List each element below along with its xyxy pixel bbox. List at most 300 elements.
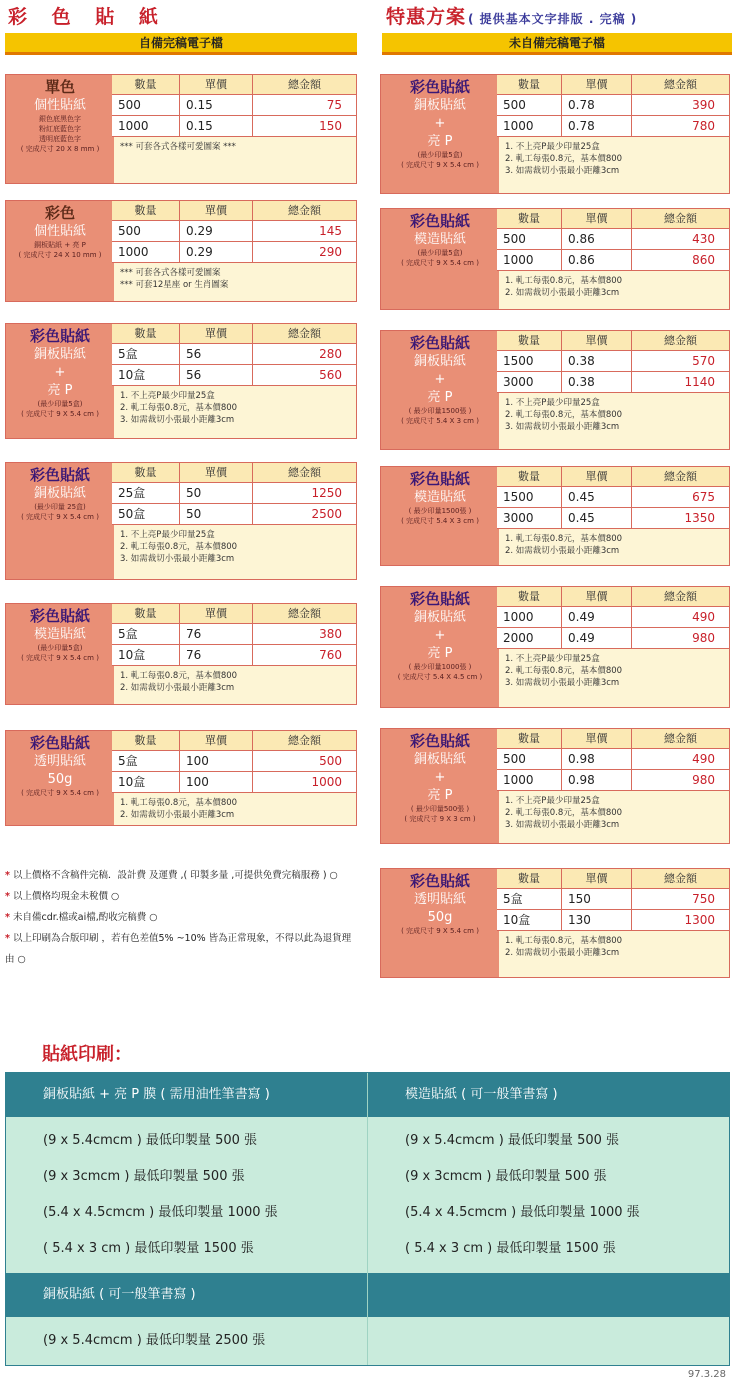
row-total: 560: [319, 368, 342, 382]
date-stamp: 97.3.28: [687, 1369, 726, 1380]
row-total: 380: [319, 627, 342, 641]
col-qty: 數量: [112, 463, 180, 482]
footnote-star: *: [5, 912, 10, 923]
col-price: 單價: [562, 587, 632, 606]
col-qty: 數量: [112, 604, 180, 623]
price-card-left-3: [5, 323, 357, 439]
price-row: [497, 116, 729, 137]
card-label: [6, 75, 114, 183]
row-qty: 1500: [497, 351, 562, 371]
print-item: (9 x 5.4cmcm ) 最低印製量 500 張: [43, 1133, 258, 1148]
row-price: 0.86: [562, 250, 632, 270]
card-note-line: 1. 不上亮P最少印量25盒: [505, 398, 600, 408]
price-row: [112, 221, 356, 242]
row-price: 0.45: [562, 508, 632, 528]
card-label: [6, 463, 114, 579]
row-price: 76: [180, 645, 253, 665]
print-col-bottom-right: [368, 1317, 729, 1365]
col-price: 單價: [180, 201, 253, 220]
print-table-header: [6, 1073, 729, 1117]
row-total: 390: [692, 98, 715, 112]
price-row: [497, 508, 729, 529]
card-small-note: ( 最少印量1500張 ): [408, 507, 472, 515]
price-grid: [112, 201, 356, 263]
row-qty: 1000: [497, 250, 562, 270]
col-price: 單價: [562, 869, 632, 888]
col-price: 單價: [562, 75, 632, 94]
card-extra: 亮 P: [427, 646, 453, 661]
card-note-line: 1. 不上亮P最少印量25盒: [120, 530, 215, 540]
card-note-line: 3. 如需裁切小張最小距離3cm: [505, 678, 620, 688]
print-header-empty: [368, 1273, 729, 1317]
price-grid: [112, 75, 356, 137]
card-note-line: *** 可套12星座 or 生肖圖案: [120, 280, 229, 290]
card-extra: 亮 P: [427, 134, 453, 149]
price-grid-header: [112, 75, 356, 95]
print-table-body-2: [6, 1317, 729, 1365]
card-size: ( 完成尺寸 9 X 5.4 cm ): [401, 259, 479, 267]
card-small-note: (最少印量5盒): [417, 249, 463, 257]
card-size: ( 完成尺寸 5.4 X 3 cm ): [401, 517, 479, 525]
print-header-coated-gloss: 銅板貼紙 + 亮 P 膜 ( 需用油性筆書寫 ): [6, 1073, 368, 1117]
card-size: ( 完成尺寸 9 X 3 cm ): [404, 815, 476, 823]
row-qty: 500: [112, 221, 180, 241]
card-small-note: ( 最少印量500張 ): [410, 805, 470, 813]
row-qty: 1000: [497, 770, 562, 790]
card-size: ( 完成尺寸 5.4 X 4.5 cm ): [397, 673, 483, 681]
col-total: 總金額: [253, 75, 356, 94]
col-total: 總金額: [632, 869, 729, 888]
card-notes: [497, 272, 729, 302]
col-total: 總金額: [632, 75, 729, 94]
card-extra: 50g: [47, 772, 73, 787]
price-grid: [497, 467, 729, 529]
print-col-left: [6, 1117, 368, 1273]
card-label: [381, 869, 499, 977]
price-card-right-6: [380, 728, 730, 844]
card-label: [6, 604, 114, 704]
card-note-line: 2. 如需裁切小張最小距離3cm: [505, 948, 620, 958]
card-subtitle: 模造貼紙: [413, 490, 466, 505]
card-title: 單色: [44, 78, 75, 96]
row-price: 100: [180, 751, 253, 771]
row-total: 1300: [684, 913, 715, 927]
price-grid: [497, 869, 729, 931]
card-title: 彩色貼紙: [409, 732, 470, 750]
print-header-coated: 銅板貼紙 ( 可一般筆書寫 ): [6, 1273, 368, 1317]
card-subtitle: 銅板貼紙: [33, 486, 86, 501]
col-qty: 數量: [497, 331, 562, 350]
row-price: 0.78: [562, 95, 632, 115]
card-subtitle: 銅板貼紙: [413, 752, 466, 767]
card-note-line: 2. 軋工每張0.8元，基本價800: [505, 154, 623, 164]
col-price: 單價: [180, 604, 253, 623]
row-total: 75: [326, 98, 342, 112]
card-note-line: 2. 如需裁切小張最小距離3cm: [120, 683, 235, 693]
card-note-line: *** 可套各式各樣可愛圖案 ***: [120, 142, 236, 152]
card-extra: 亮 P: [427, 390, 453, 405]
price-grid-header: [112, 463, 356, 483]
card-note-line: 3. 如需裁切小張最小距離3cm: [120, 415, 235, 425]
price-grid: [112, 463, 356, 525]
print-col-bottom-left: [6, 1317, 368, 1365]
row-qty: 1000: [497, 607, 562, 627]
price-grid-header: [112, 201, 356, 221]
row-total: 1140: [684, 375, 715, 389]
card-notes: [112, 526, 356, 568]
card-title: 彩色貼紙: [409, 470, 470, 488]
price-grid: [497, 75, 729, 137]
row-total: 1350: [684, 511, 715, 525]
price-row: [497, 910, 729, 931]
row-qty: 2000: [497, 628, 562, 648]
card-note-line: 2. 軋工每張0.8元，基本價800: [505, 808, 623, 818]
card-note-line: 2. 軋工每張0.8元，基本價800: [505, 666, 623, 676]
price-grid: [497, 729, 729, 791]
print-item: (9 x 3cmcm ) 最低印製量 500 張: [43, 1169, 245, 1184]
print-spec-table: [5, 1072, 730, 1366]
price-row: [112, 95, 356, 116]
price-card-left-6: [5, 730, 357, 826]
price-card-right-4: [380, 466, 730, 566]
card-subtitle: 銅板貼紙: [413, 610, 466, 625]
row-qty: 1000: [112, 242, 180, 262]
card-size: ( 完成尺寸 9 X 5.4 cm ): [21, 410, 99, 418]
print-table-body: [6, 1117, 729, 1273]
card-plus: +: [434, 770, 446, 785]
price-card-right-2: [380, 208, 730, 310]
col-qty: 數量: [497, 869, 562, 888]
card-extra: 亮 P: [427, 788, 453, 803]
row-price: 56: [180, 344, 253, 364]
row-qty: 500: [497, 95, 562, 115]
footnote-star: *: [5, 870, 10, 881]
price-grid-header: [497, 467, 729, 487]
price-card-left-1: [5, 74, 357, 184]
footnote-item: [5, 886, 355, 907]
col-total: 總金額: [253, 731, 356, 750]
card-note-line: 2. 如需裁切小張最小距離3cm: [120, 810, 235, 820]
card-notes: [497, 650, 729, 692]
print-item: (5.4 x 4.5cmcm ) 最低印製量 1000 張: [43, 1205, 278, 1220]
price-row: [112, 116, 356, 137]
card-subtitle: 模造貼紙: [413, 232, 466, 247]
col-price: 單價: [180, 75, 253, 94]
card-note-line: 2. 如需裁切小張最小距離3cm: [505, 546, 620, 556]
card-title: 彩色貼紙: [409, 212, 470, 230]
card-note-line: 2. 軋工每張0.8元，基本價800: [120, 403, 238, 413]
footnote-star: *: [5, 933, 10, 944]
footnote-item: [5, 865, 355, 886]
card-note-line: 1. 軋工每張0.8元，基本價800: [120, 798, 238, 808]
footnotes: [5, 865, 355, 970]
card-note-line: 3. 如需裁切小張最小距離3cm: [505, 820, 620, 830]
price-grid-header: [497, 209, 729, 229]
row-qty: 5盒: [112, 751, 180, 771]
row-qty: 1500: [497, 487, 562, 507]
price-card-left-2: [5, 200, 357, 302]
card-subtitle: 模造貼紙: [33, 627, 86, 642]
price-card-right-7: [380, 868, 730, 978]
footnote-text: 未自備cdr.檔或ai檔,酌收完稿費 ○: [12, 912, 158, 923]
card-title: 彩色貼紙: [29, 466, 90, 484]
row-qty: 5盒: [112, 344, 180, 364]
row-price: 0.29: [180, 242, 253, 262]
left-section-title: 彩 色 貼 紙: [8, 6, 167, 28]
col-qty: 數量: [112, 324, 180, 343]
price-row: [497, 95, 729, 116]
price-card-right-1: [380, 74, 730, 194]
card-title: 彩色貼紙: [29, 734, 90, 752]
row-total: 500: [319, 754, 342, 768]
row-qty: 1000: [497, 116, 562, 136]
right-title-sub: ( 提供基本文字排版 . 完稿 ): [468, 12, 638, 26]
col-qty: 數量: [497, 729, 562, 748]
card-note-line: 2. 軋工每張0.8元，基本價800: [120, 542, 238, 552]
price-row: [112, 645, 356, 666]
card-note-line: 2. 如需裁切小張最小距離3cm: [505, 288, 620, 298]
card-notes: [112, 138, 356, 156]
row-total: 570: [692, 354, 715, 368]
col-total: 總金額: [253, 324, 356, 343]
price-row: [497, 770, 729, 791]
row-total: 780: [692, 119, 715, 133]
card-subtitle: 透明貼紙: [33, 754, 86, 769]
col-qty: 數量: [497, 209, 562, 228]
card-size: ( 完成尺寸 20 X 8 mm ): [20, 145, 100, 153]
row-qty: 3000: [497, 508, 562, 528]
col-price: 單價: [562, 331, 632, 350]
card-plus: +: [54, 365, 66, 380]
row-qty: 50盒: [112, 504, 180, 524]
card-small-note: (最少印量5盒): [417, 151, 463, 159]
row-qty: 10盒: [497, 910, 562, 930]
card-small-note: ( 最少印量1000張 ): [408, 663, 472, 671]
card-notes: [497, 530, 729, 560]
card-subtitle: 透明貼紙: [413, 892, 466, 907]
price-row: [497, 628, 729, 649]
row-price: 0.38: [562, 372, 632, 392]
col-total: 總金額: [253, 604, 356, 623]
col-price: 單價: [562, 467, 632, 486]
col-total: 總金額: [632, 209, 729, 228]
print-item: (5.4 x 4.5cmcm ) 最低印製量 1000 張: [405, 1205, 640, 1220]
card-notes: [497, 932, 729, 962]
price-grid: [112, 604, 356, 666]
card-label: [381, 587, 499, 707]
row-qty: 500: [497, 749, 562, 769]
col-qty: 數量: [497, 467, 562, 486]
row-price: 150: [562, 889, 632, 909]
print-item: (9 x 5.4cmcm ) 最低印製量 2500 張: [43, 1333, 266, 1348]
footnote-text: 以上價格均現金未稅價 ○: [12, 891, 120, 902]
print-item: (9 x 3cmcm ) 最低印製量 500 張: [405, 1169, 607, 1184]
card-small-note: ( 最少印量1500張 ): [408, 407, 472, 415]
row-qty: 500: [497, 229, 562, 249]
row-price: 130: [562, 910, 632, 930]
row-total: 430: [692, 232, 715, 246]
row-total: 490: [692, 610, 715, 624]
card-note-line: 1. 不上亮P最少印量25盒: [505, 654, 600, 664]
card-small-note: (最少印量5盒): [37, 400, 83, 408]
card-subtitle: 銅板貼紙: [413, 354, 466, 369]
row-price: 0.15: [180, 95, 253, 115]
footnote-item: [5, 907, 355, 928]
price-grid: [112, 731, 356, 793]
row-price: 100: [180, 772, 253, 792]
card-size: ( 完成尺寸 9 X 5.4 cm ): [21, 789, 99, 797]
row-qty: 10盒: [112, 365, 180, 385]
card-note-line: 1. 軋工每張0.8元，基本價800: [505, 534, 623, 544]
row-price: 56: [180, 365, 253, 385]
row-price: 0.78: [562, 116, 632, 136]
print-table-header-2: [6, 1273, 729, 1317]
card-notes: [497, 394, 729, 436]
price-grid-header: [497, 75, 729, 95]
card-size: ( 完成尺寸 9 X 5.4 cm ): [401, 161, 479, 169]
col-price: 單價: [180, 324, 253, 343]
card-notes: [112, 667, 356, 697]
price-grid: [497, 331, 729, 393]
card-label: [381, 75, 499, 193]
card-notes: [497, 138, 729, 180]
card-label: [381, 209, 499, 309]
row-total: 860: [692, 253, 715, 267]
print-item: ( 5.4 x 3 cm ) 最低印製量 1500 張: [43, 1241, 254, 1256]
price-grid-header: [497, 331, 729, 351]
print-item: (9 x 5.4cmcm ) 最低印製量 500 張: [405, 1133, 620, 1148]
card-note-line: *** 可套各式各樣可愛圖案: [120, 268, 221, 278]
row-price: 76: [180, 624, 253, 644]
card-subtitle: 個性貼紙: [33, 224, 86, 239]
card-small-note: (最少印量5盒): [37, 644, 83, 652]
price-row: [112, 624, 356, 645]
row-qty: 25盒: [112, 483, 180, 503]
col-total: 總金額: [632, 729, 729, 748]
row-total: 490: [692, 752, 715, 766]
price-row: [112, 751, 356, 772]
card-note-line: 3. 如需裁切小張最小距離3cm: [505, 166, 620, 176]
price-card-left-5: [5, 603, 357, 705]
card-label: [6, 324, 114, 438]
row-qty: 10盒: [112, 772, 180, 792]
card-small-note: 銀色底黑色字: [39, 115, 81, 123]
row-price: 0.49: [562, 628, 632, 648]
row-price: 0.98: [562, 770, 632, 790]
card-small-note: (最少印量 25盒): [34, 503, 86, 511]
footnote-star: *: [5, 891, 10, 902]
row-total: 1000: [311, 775, 342, 789]
card-note-line: 3. 如需裁切小張最小距離3cm: [120, 554, 235, 564]
price-grid-header: [112, 731, 356, 751]
footnote-text: 以上印刷為合版印刷 ，若有色差值5% ~10% 皆為正常現象，不得以此為退貨理由 ○: [5, 933, 352, 965]
card-plus: +: [434, 116, 446, 131]
card-note-line: 1. 不上亮P最少印量25盒: [120, 391, 215, 401]
card-title: 彩色貼紙: [409, 334, 470, 352]
col-price: 單價: [180, 463, 253, 482]
row-price: 0.38: [562, 351, 632, 371]
col-qty: 數量: [497, 75, 562, 94]
footnote-text: 以上價格不含稿件完稿．設計費 及運費 ,( 印製多量 ,可提供免費完稿服務 ) ○: [12, 870, 338, 881]
col-qty: 數量: [112, 201, 180, 220]
row-qty: 10盒: [112, 645, 180, 665]
footnote-item: [5, 928, 355, 970]
card-note-line: 1. 軋工每張0.8元，基本價800: [505, 936, 623, 946]
card-subtitle: 個性貼紙: [33, 98, 86, 113]
row-total: 980: [692, 773, 715, 787]
price-grid: [497, 209, 729, 271]
print-col-right: [368, 1117, 729, 1273]
row-price: 50: [180, 483, 253, 503]
col-qty: 數量: [497, 587, 562, 606]
card-notes: [112, 264, 356, 294]
card-label: [6, 731, 114, 825]
left-category-bar: 自備完稿電子檔: [5, 33, 357, 55]
card-notes: [112, 387, 356, 429]
card-title: 彩色貼紙: [29, 607, 90, 625]
card-title: 彩色貼紙: [409, 872, 470, 890]
row-price: 0.98: [562, 749, 632, 769]
price-row: [497, 889, 729, 910]
row-total: 980: [692, 631, 715, 645]
row-price: 50: [180, 504, 253, 524]
price-grid-header: [497, 729, 729, 749]
card-title: 彩色貼紙: [409, 78, 470, 96]
card-label: [381, 729, 499, 843]
price-grid-header: [497, 587, 729, 607]
row-total: 760: [319, 648, 342, 662]
row-total: 290: [319, 245, 342, 259]
card-extra: 50g: [427, 910, 453, 925]
price-row: [497, 487, 729, 508]
price-grid: [112, 324, 356, 386]
price-row: [112, 242, 356, 263]
card-title: 彩色貼紙: [29, 327, 90, 345]
card-size: ( 完成尺寸 9 X 5.4 cm ): [21, 513, 99, 521]
row-price: 0.29: [180, 221, 253, 241]
card-note-line: 1. 軋工每張0.8元，基本價800: [120, 671, 238, 681]
card-subtitle: 銅板貼紙: [33, 347, 86, 362]
card-note-line: 1. 軋工每張0.8元，基本價800: [505, 276, 623, 286]
price-row: [112, 344, 356, 365]
price-row: [497, 607, 729, 628]
row-total: 675: [692, 490, 715, 504]
row-total: 750: [692, 892, 715, 906]
price-card-right-5: [380, 586, 730, 708]
print-header-wood-free: 模造貼紙 ( 可一般筆書寫 ): [405, 1087, 558, 1102]
row-total: 145: [319, 224, 342, 238]
card-extra: 亮 P: [47, 383, 73, 398]
card-small-note: 銅板貼紙 + 亮 P: [34, 241, 86, 249]
price-card-left-4: [5, 462, 357, 580]
price-card-right-3: [380, 330, 730, 450]
row-price: 0.45: [562, 487, 632, 507]
print-section-title: 貼紙印刷：: [42, 1044, 132, 1065]
card-title: 彩色: [44, 204, 75, 222]
price-row: [497, 229, 729, 250]
card-small-note: 粉紅底藍色字: [39, 125, 81, 133]
col-qty: 數量: [112, 731, 180, 750]
row-total: 2500: [311, 507, 342, 521]
price-row: [112, 772, 356, 793]
right-title-main: 特惠方案: [386, 6, 467, 28]
card-plus: +: [434, 372, 446, 387]
price-row: [112, 483, 356, 504]
row-total: 150: [319, 119, 342, 133]
row-total: 1250: [311, 486, 342, 500]
card-label: [6, 201, 114, 301]
card-label: [381, 467, 499, 565]
